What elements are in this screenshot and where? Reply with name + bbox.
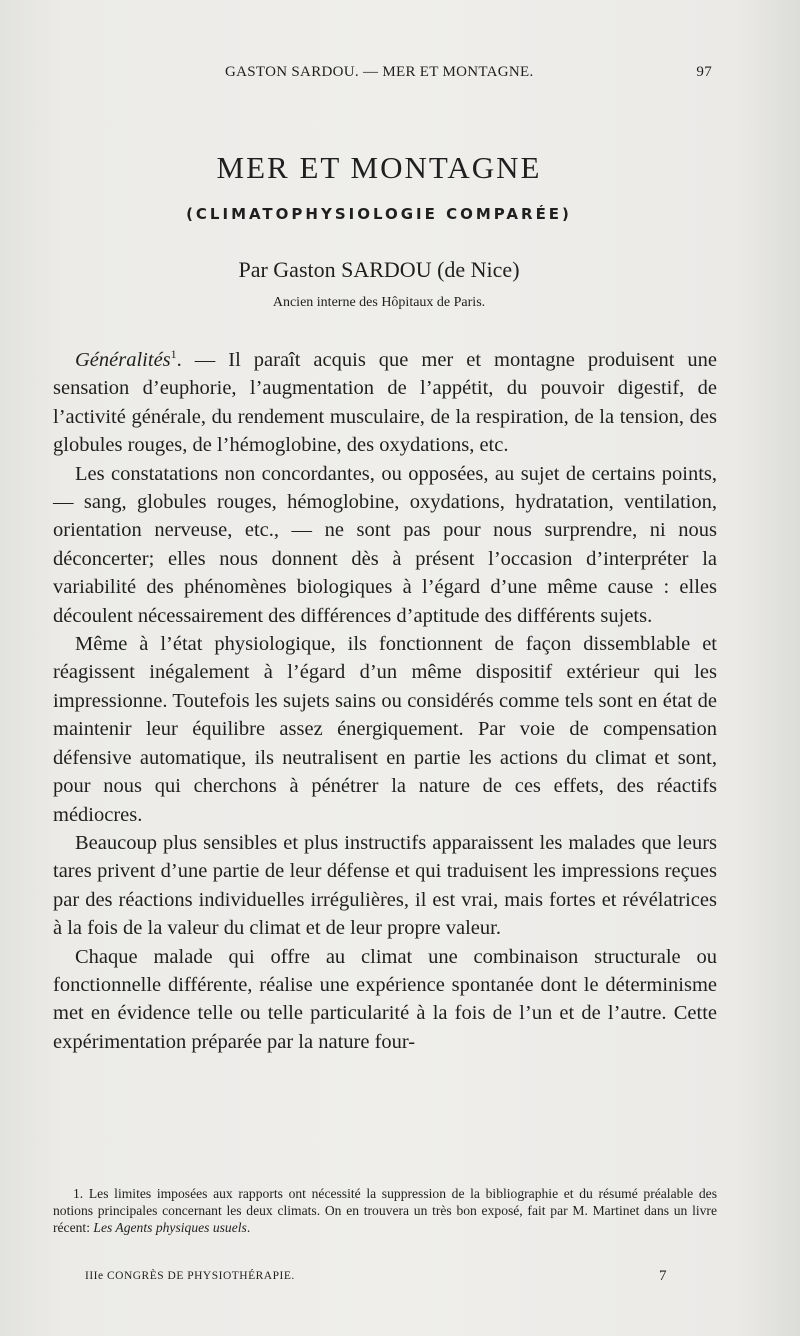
author-byline: Par Gaston SARDOU (de Nice) [238,257,520,282]
footnotes [53,1185,717,1236]
footnote-end: . [246,1220,251,1235]
footnote-1 [53,1185,717,1236]
page-footer [0,1270,800,1290]
footnote-ref: 1 [170,347,177,362]
congress-footer: IIIe CONGRÈS DE PHYSIOTHÉRAPIE. [85,1270,295,1282]
paragraph-chaque-malade: Chaque malade qui offre au climat une combinaison structurale ou fonctionnelle différente, réalise une expérience spontanée dont le déterminisme met en évidence telle ou telle particularité à la fois de l’un et de l’autre. Cette expérimentation préparée par la nature four- [53,945,717,1053]
running-head [0,64,800,86]
running-head-title: GASTON SARDOU. — MER ET MONTAGNE. [225,64,534,80]
footnote-book-title: Les Agents physiques usuels [93,1220,247,1235]
page-number: 97 [696,64,712,80]
footnote-text: Les limites imposées aux rapports ont nécessité la suppression de la bibliographie et du résumé préalable des notions principales concernant les deux climats. On en trouvera un très bon exposé, fait par M. Martinet dans un livre récent: [53,1186,717,1235]
paragraph-malades: Beaucoup plus sensibles et plus instructifs apparaissent les malades que leurs tares privent d’une partie de leur défense et qui traduisent les impressions reçues par des réactions individuelles irrégulières, il est vrai, mais fortes et révélatrices à la fois de la valeur du climat et de leur propre valeur. [53,831,717,940]
author-affiliation: Ancien interne des Hôpitaux de Paris. [272,295,486,310]
article-subtitle: (CLIMATOPHYSIOLOGIE COMPARÉE) [186,205,572,223]
paragraph-text: . — Il paraît acquis que mer et montagne produisent une sensation d’euphorie, l’augmentation de l’appétit, du pouvoir digestif, de l’activité générale, du rendement musculaire, de la respiration, de la tension, des globules rouges, de l’hémoglobine, des oxydations, etc. [53,349,717,457]
paragraph-etat-physiologique: Même à l’état physiologique, ils fonctionnent de façon dissemblable et réagissent inégalement à l’égard d’un même dispositif extérieur qui les impressionne. Toutefois les sujets sains ou considérés comme tels sont en état de maintenir leur équilibre assez énergiquement. Par voie de compensation défensive automatique, ils neutralisent en partie les actions du climat et sont, pour nous qui cherchons à pénétrer la nature de ces effets, des réactifs médiocres. [53,633,717,826]
signature-mark: 7 [659,1268,667,1284]
paragraph-generalites [53,346,717,460]
section-lead: Généralités [75,349,171,371]
article-body [53,346,717,1056]
paragraph-constatations: Les constatations non concordantes, ou opposées, au sujet de certains points, — sang, globules rouges, hémoglobine, oxydations, hydratation, ventilation, orientation nerveuse, etc., — ne sont pas pour nous surprendre, ni nous déconcerter; elles nous donnent dès à présent l’occasion d’interpréter la variabilité des phénomènes biologiques à l’égard d’une même cause : elles découlent nécessairement des différences d’aptitude des différents sujets. [53,462,717,627]
footnote-number: 1. [73,1186,84,1201]
article-title: MER ET MONTAGNE [216,150,542,185]
